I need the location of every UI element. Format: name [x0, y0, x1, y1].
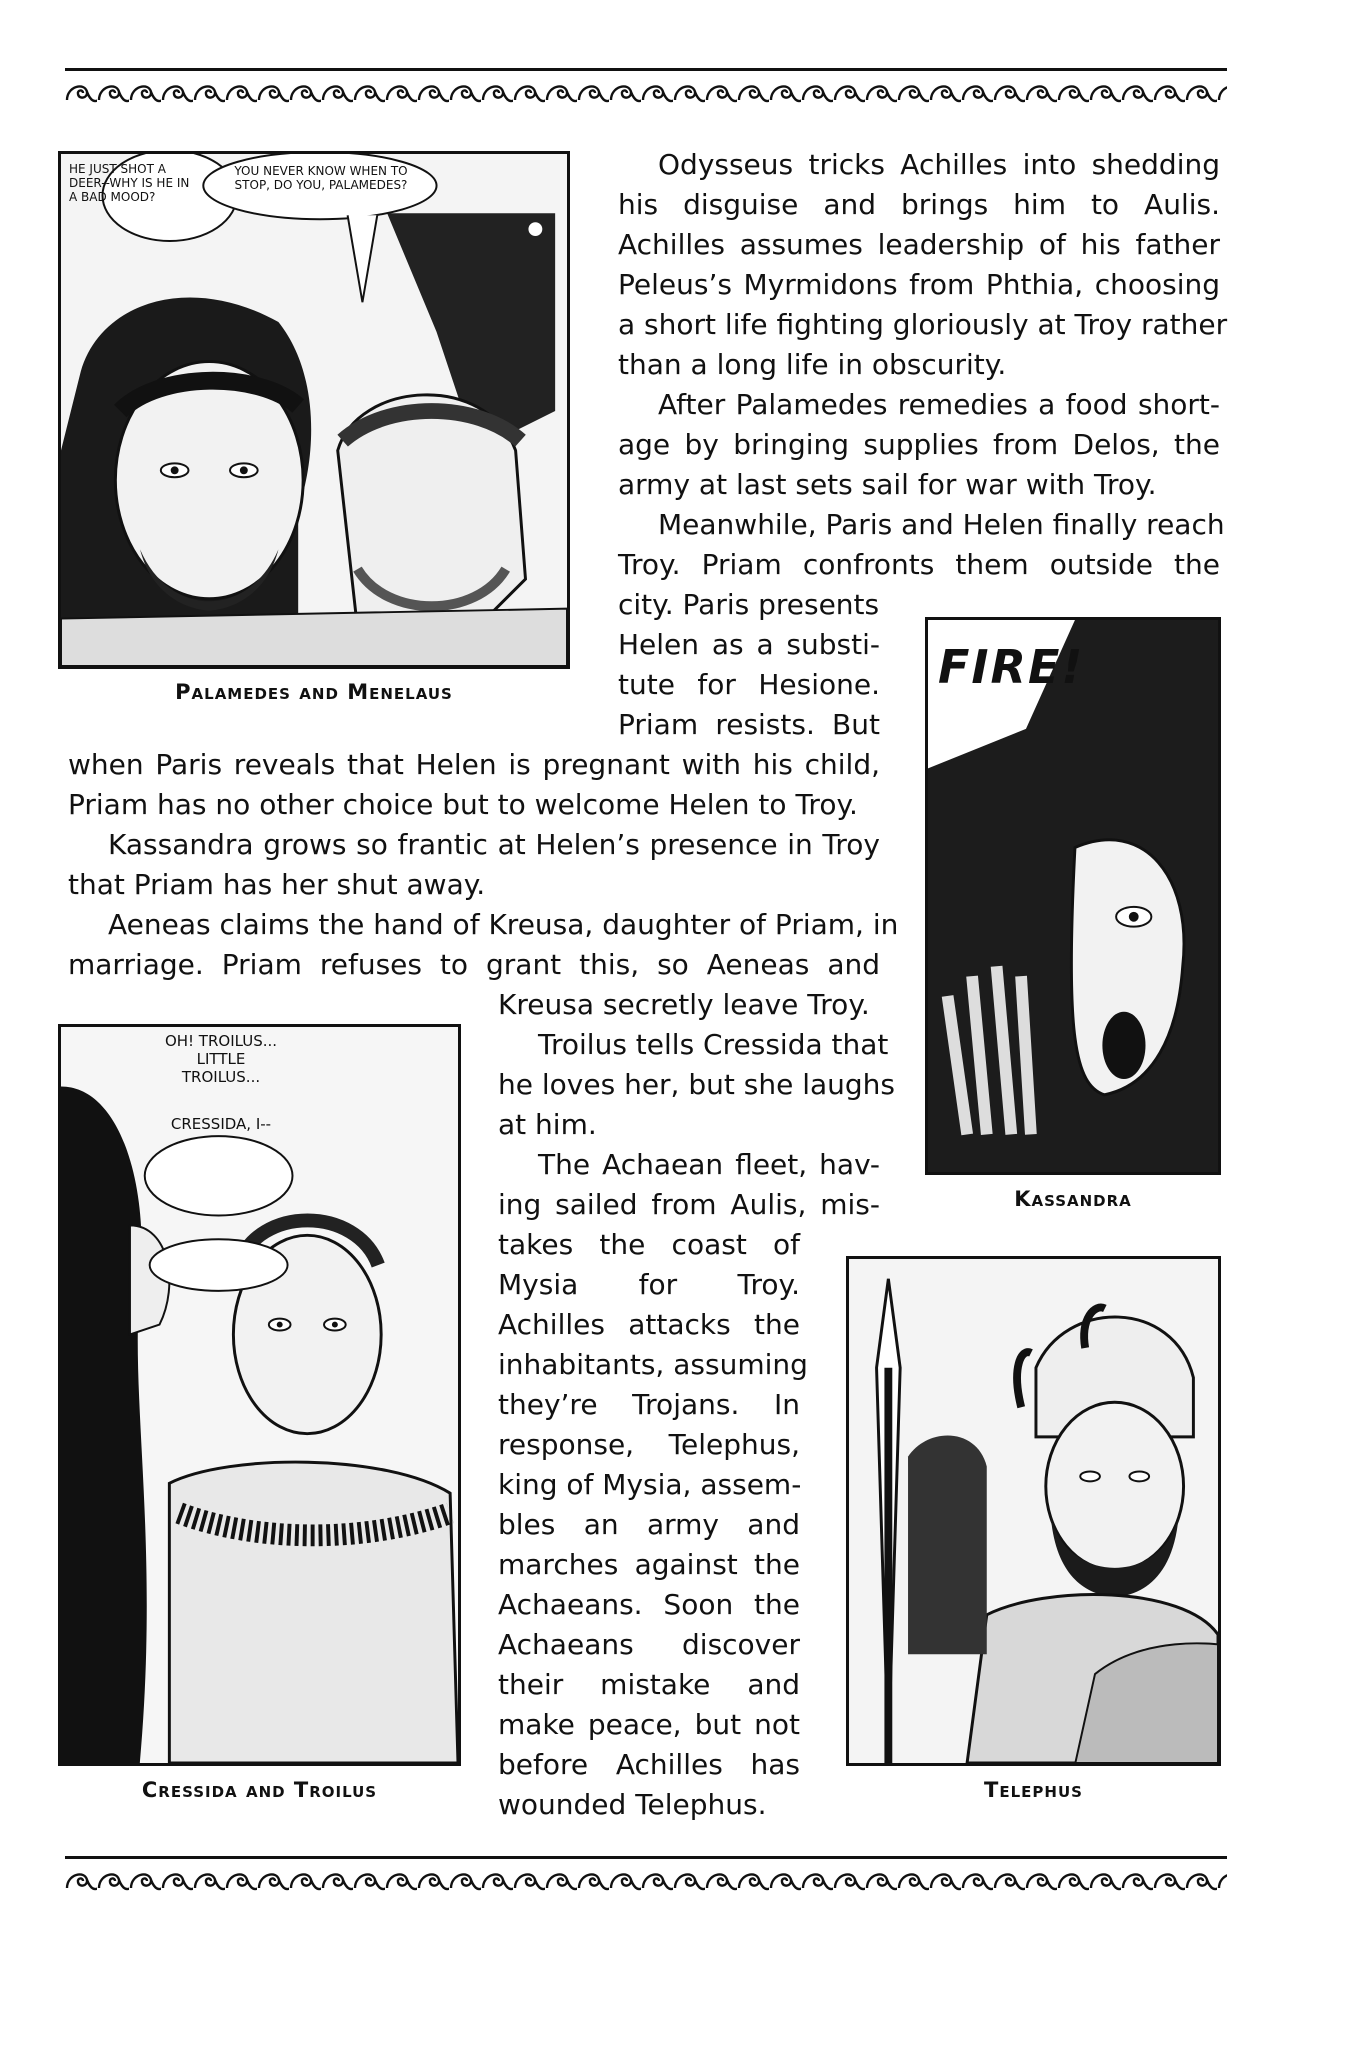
text-line: Troilus tells Cressida that: [538, 1028, 889, 1061]
wave-pattern-bottom: [65, 1862, 1227, 1898]
panel-kassandra: [925, 617, 1221, 1175]
paragraph-achaean-fleet-wide: [498, 1145, 880, 1225]
text-line: wounded Telephus.: [498, 1788, 767, 1821]
caption-kassandra-text: Kassandra: [1014, 1187, 1132, 1211]
top-border-rule: [65, 68, 1227, 71]
speech-balloon-palamedes: YOU NEVER KNOW WHEN TO STOP, DO YOU, PALAMEDES?: [234, 164, 408, 192]
paragraph-odysseus: [618, 145, 1228, 385]
caption-kassandra: [925, 1187, 1221, 1211]
palamedes-illustration: [61, 154, 567, 666]
text-line: inhabitants, assuming: [498, 1348, 808, 1381]
caption-telephus-text: Telephus: [984, 1778, 1083, 1802]
text-line: king of Mysia, assem-: [498, 1468, 802, 1501]
panel-cressida-troilus: [58, 1024, 461, 1766]
text-line: tute for Hesione.: [618, 668, 880, 701]
text-line: at him.: [498, 1108, 597, 1141]
bottom-wave-border: [65, 1856, 1227, 1902]
text-line: Achilles assumes leadership of his father: [618, 228, 1220, 261]
speech-balloon-cressida-1: OH! TROILUS... LITTLE TROILUS...: [164, 1032, 278, 1086]
text-line: that Priam has her shut away.: [68, 868, 486, 901]
panel-palamedes-menelaus: [58, 151, 570, 669]
paragraph-paris-helen-top: [618, 505, 1225, 585]
text-line: he loves her, but she laughs: [498, 1068, 896, 1101]
bottom-border-rule: [65, 1856, 1227, 1859]
sfx-fire: FIRE!: [938, 640, 1085, 694]
paragraph-troilus: [498, 1025, 896, 1145]
paragraph-aeneas-end: [498, 985, 880, 1025]
paragraph-paris-helen-wide: [68, 745, 880, 825]
caption-palamedes-menelaus: [58, 680, 570, 704]
text-line: Helen as a substi-: [618, 628, 880, 661]
text-line: ing sailed from Aulis, mis-: [498, 1188, 880, 1221]
text-line: age by bringing supplies from Delos, the: [618, 428, 1220, 461]
text-line: Kassandra grows so frantic at Helen’s presence in Troy: [108, 828, 880, 861]
text-line: bles an army and: [498, 1508, 800, 1541]
text-line: Troy. Priam confronts them outside the: [618, 548, 1220, 581]
text-line: Meanwhile, Paris and Helen finally reach: [658, 508, 1225, 541]
text-line: a short life fighting gloriously at Troy rather: [618, 308, 1228, 341]
text-line: Priam resists. But: [618, 708, 880, 741]
telephus-illustration: [849, 1259, 1218, 1763]
text-line: his disguise and brings him to Aulis.: [618, 188, 1220, 221]
text-line: Aeneas claims the hand of Kreusa, daughter of Priam, in: [108, 908, 899, 941]
paragraph-kassandra: [68, 825, 880, 905]
text-line: their mistake and: [498, 1668, 800, 1701]
text-line: Achaeans. Soon the: [498, 1588, 800, 1621]
paragraph-achaean-fleet-narrow: [498, 1225, 808, 1825]
text-line: response, Telephus,: [498, 1428, 800, 1461]
text-line: when Paris reveals that Helen is pregnant with his child,: [68, 748, 880, 781]
paragraph-aeneas: [68, 905, 899, 985]
text-line: than a long life in obscurity.: [618, 348, 1007, 381]
text-line: army at last sets sail for war with Troy.: [618, 468, 1157, 501]
caption-cressida-text: Cressida and Troilus: [141, 1778, 378, 1802]
text-line: Kreusa secretly leave Troy.: [498, 988, 870, 1021]
caption-palamedes-text: Palamedes and Menelaus: [175, 680, 453, 704]
caption-telephus: [846, 1778, 1221, 1802]
speech-balloon-cressida-2: CRESSIDA, I--: [170, 1115, 272, 1133]
paragraph-palamedes: [618, 385, 1220, 505]
text-line: marches against the: [498, 1548, 800, 1581]
text-line: city. Paris presents: [618, 588, 880, 621]
text-line: takes the coast of: [498, 1228, 800, 1261]
text-line: Achilles attacks the: [498, 1308, 800, 1341]
wave-pattern-top: [65, 74, 1227, 110]
paragraph-paris-helen-narrow: [618, 585, 880, 745]
text-line: they’re Trojans. In: [498, 1388, 800, 1421]
text-line: Mysia for Troy.: [498, 1268, 800, 1301]
text-line: Achaeans discover: [498, 1628, 800, 1661]
text-line: Priam has no other choice but to welcome Helen to Troy.: [68, 788, 858, 821]
text-line: Peleus’s Myrmidons from Phthia, choosing: [618, 268, 1220, 301]
top-wave-border: [65, 68, 1227, 114]
text-line: before Achilles has: [498, 1748, 800, 1781]
text-line: marriage. Priam refuses to grant this, so Aeneas and: [68, 948, 880, 981]
caption-cressida-troilus: [58, 1778, 461, 1802]
text-line: make peace, but not: [498, 1708, 800, 1741]
text-line: After Palamedes remedies a food short-: [658, 388, 1220, 421]
text-line: The Achaean fleet, hav-: [538, 1148, 880, 1181]
panel-telephus: [846, 1256, 1221, 1766]
cressida-troilus-illustration: [61, 1027, 458, 1763]
speech-tag-deer: HE JUST SHOT A DEER--WHY IS HE IN A BAD MOOD?: [69, 162, 190, 204]
kassandra-illustration: [928, 620, 1218, 1172]
text-line: Odysseus tricks Achilles into shedding: [658, 148, 1220, 181]
